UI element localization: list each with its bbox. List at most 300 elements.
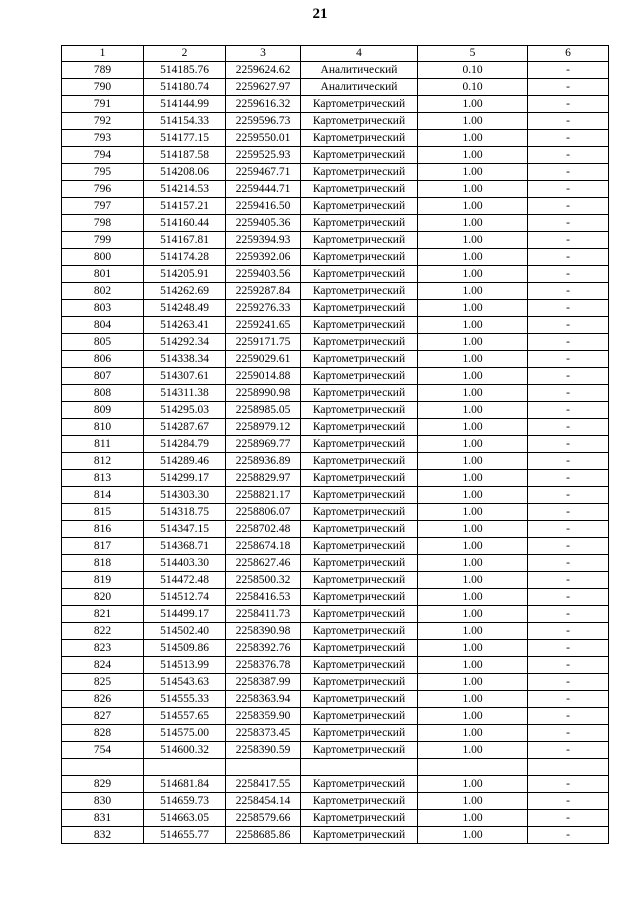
table-cell: - — [528, 776, 609, 793]
header-cell: 3 — [226, 46, 301, 62]
table-cell: 1.00 — [418, 368, 528, 385]
table-cell: 2259171.75 — [226, 334, 301, 351]
table-cell: 514214.53 — [144, 181, 226, 198]
table-cell: Картометрический — [301, 606, 418, 623]
table-cell: 817 — [62, 538, 144, 555]
table-cell: 2259550.01 — [226, 130, 301, 147]
table-row — [62, 504, 609, 521]
header-row — [62, 46, 609, 62]
table-cell: - — [528, 657, 609, 674]
table-row — [62, 521, 609, 538]
table-row — [62, 538, 609, 555]
table-cell: 514311.38 — [144, 385, 226, 402]
table-cell: Картометрический — [301, 419, 418, 436]
table-cell: 514180.74 — [144, 79, 226, 96]
table-cell: 1.00 — [418, 198, 528, 215]
table-cell: 2258390.98 — [226, 623, 301, 640]
table-cell: 514347.15 — [144, 521, 226, 538]
table-cell: Картометрический — [301, 436, 418, 453]
table-cell: 514295.03 — [144, 402, 226, 419]
table-row — [62, 606, 609, 623]
table-cell: 1.00 — [418, 317, 528, 334]
table-cell: 2258969.77 — [226, 436, 301, 453]
table-cell: 514289.46 — [144, 453, 226, 470]
table-row — [62, 164, 609, 181]
table-row — [62, 742, 609, 759]
table-cell: - — [528, 266, 609, 283]
table-cell: 2258685.86 — [226, 827, 301, 844]
table-cell: 816 — [62, 521, 144, 538]
table-cell: 811 — [62, 436, 144, 453]
table-cell: - — [528, 368, 609, 385]
table-cell: Картометрический — [301, 470, 418, 487]
table-row — [62, 62, 609, 79]
table-cell: 2258390.59 — [226, 742, 301, 759]
table-cell: 514263.41 — [144, 317, 226, 334]
table-cell: Картометрический — [301, 317, 418, 334]
table-cell: 808 — [62, 385, 144, 402]
table-cell: 1.00 — [418, 640, 528, 657]
table-cell: - — [528, 827, 609, 844]
table-cell: 798 — [62, 215, 144, 232]
table-cell: 1.00 — [418, 657, 528, 674]
table-cell: 514502.40 — [144, 623, 226, 640]
table-cell: 514659.73 — [144, 793, 226, 810]
table-cell: 821 — [62, 606, 144, 623]
table-row — [62, 470, 609, 487]
table-cell: Картометрический — [301, 487, 418, 504]
table-cell: 514472.48 — [144, 572, 226, 589]
table-row — [62, 181, 609, 198]
table-cell: 1.00 — [418, 470, 528, 487]
table-cell: - — [528, 300, 609, 317]
table-cell: Картометрический — [301, 657, 418, 674]
table-cell: 1.00 — [418, 572, 528, 589]
table-cell: 1.00 — [418, 725, 528, 742]
table-cell: 2258359.90 — [226, 708, 301, 725]
table-cell: Картометрический — [301, 572, 418, 589]
table-cell: 514318.75 — [144, 504, 226, 521]
table-cell: - — [528, 317, 609, 334]
table-cell: 1.00 — [418, 436, 528, 453]
table-row — [62, 113, 609, 130]
table-row — [62, 317, 609, 334]
table-cell: 2258387.99 — [226, 674, 301, 691]
table-cell: 2258454.14 — [226, 793, 301, 810]
table-cell: Картометрический — [301, 538, 418, 555]
header-cell: 5 — [418, 46, 528, 62]
table-row — [62, 555, 609, 572]
table-cell: 2258392.76 — [226, 640, 301, 657]
table-cell: Картометрический — [301, 521, 418, 538]
table-cell: 1.00 — [418, 691, 528, 708]
table-cell: 805 — [62, 334, 144, 351]
table-cell: 1.00 — [418, 300, 528, 317]
table-cell: 2258829.97 — [226, 470, 301, 487]
table-cell: 2258416.53 — [226, 589, 301, 606]
table-cell: - — [528, 453, 609, 470]
table-cell: 809 — [62, 402, 144, 419]
table-cell: 2259467.71 — [226, 164, 301, 181]
table-cell: 1.00 — [418, 215, 528, 232]
table-cell: 514557.65 — [144, 708, 226, 725]
table-cell — [301, 759, 418, 776]
table-cell: - — [528, 606, 609, 623]
table-cell: Картометрический — [301, 113, 418, 130]
table-row — [62, 385, 609, 402]
table-cell: 823 — [62, 640, 144, 657]
table-cell: - — [528, 674, 609, 691]
table-cell: 789 — [62, 62, 144, 79]
table-row — [62, 130, 609, 147]
header-cell: 1 — [62, 46, 144, 62]
table-row — [62, 283, 609, 300]
table-cell: 1.00 — [418, 793, 528, 810]
table-cell — [418, 759, 528, 776]
table-row — [62, 266, 609, 283]
table-cell: 2258373.45 — [226, 725, 301, 742]
table-cell: 830 — [62, 793, 144, 810]
table-cell: 818 — [62, 555, 144, 572]
table-row — [62, 827, 609, 844]
table-cell: 826 — [62, 691, 144, 708]
table-cell: Картометрический — [301, 742, 418, 759]
table-cell: Картометрический — [301, 334, 418, 351]
header-cell: 2 — [144, 46, 226, 62]
table-cell — [62, 759, 144, 776]
table-cell: Картометрический — [301, 504, 418, 521]
table-row — [62, 759, 609, 776]
table-cell: Картометрический — [301, 725, 418, 742]
table-row — [62, 249, 609, 266]
table-cell: 1.00 — [418, 164, 528, 181]
table-row — [62, 589, 609, 606]
table-cell: 514338.34 — [144, 351, 226, 368]
table-cell: 0.10 — [418, 79, 528, 96]
table-cell: 797 — [62, 198, 144, 215]
table-cell: 822 — [62, 623, 144, 640]
table-cell: 1.00 — [418, 776, 528, 793]
table-row — [62, 810, 609, 827]
table-cell: 2258363.94 — [226, 691, 301, 708]
table-cell: - — [528, 725, 609, 742]
table-cell: 1.00 — [418, 623, 528, 640]
table-cell: 514187.58 — [144, 147, 226, 164]
table-cell: - — [528, 181, 609, 198]
table-row — [62, 198, 609, 215]
table-cell: 2259627.97 — [226, 79, 301, 96]
coordinates-table — [61, 45, 609, 844]
table-cell: 2259014.88 — [226, 368, 301, 385]
table-cell: 514600.32 — [144, 742, 226, 759]
table-cell: - — [528, 555, 609, 572]
table-cell: 1.00 — [418, 538, 528, 555]
table-cell: 1.00 — [418, 521, 528, 538]
table-cell: 1.00 — [418, 96, 528, 113]
table-cell: 806 — [62, 351, 144, 368]
header-cell: 6 — [528, 46, 609, 62]
table-cell: Картометрический — [301, 283, 418, 300]
table-row — [62, 487, 609, 504]
table-cell: 514292.34 — [144, 334, 226, 351]
table-row — [62, 419, 609, 436]
table-row — [62, 300, 609, 317]
table-cell: - — [528, 708, 609, 725]
table-cell: Картометрический — [301, 776, 418, 793]
table-cell: - — [528, 793, 609, 810]
table-cell: Картометрический — [301, 827, 418, 844]
table-row — [62, 334, 609, 351]
table-row — [62, 402, 609, 419]
table-cell: 792 — [62, 113, 144, 130]
table-cell: 1.00 — [418, 181, 528, 198]
table-cell: Картометрический — [301, 215, 418, 232]
table-cell — [226, 759, 301, 776]
table-cell: 2258990.98 — [226, 385, 301, 402]
table-cell: 799 — [62, 232, 144, 249]
table-cell: 514154.33 — [144, 113, 226, 130]
table-cell: - — [528, 538, 609, 555]
table-cell: 514368.71 — [144, 538, 226, 555]
table-cell: 2259029.61 — [226, 351, 301, 368]
table-cell: 803 — [62, 300, 144, 317]
table-cell: 1.00 — [418, 453, 528, 470]
table-cell: 791 — [62, 96, 144, 113]
table-cell: 2259241.65 — [226, 317, 301, 334]
table-cell: - — [528, 113, 609, 130]
table-cell: 824 — [62, 657, 144, 674]
table-cell: 514512.74 — [144, 589, 226, 606]
table-cell: 1.00 — [418, 232, 528, 249]
table-row — [62, 708, 609, 725]
table-row — [62, 725, 609, 742]
table-cell: 829 — [62, 776, 144, 793]
table-cell: Аналитический — [301, 79, 418, 96]
table-cell: 514543.63 — [144, 674, 226, 691]
table-row — [62, 368, 609, 385]
table-cell: 514307.61 — [144, 368, 226, 385]
table-cell: 2259444.71 — [226, 181, 301, 198]
table-cell: Картометрический — [301, 130, 418, 147]
table-cell: Картометрический — [301, 164, 418, 181]
table-cell: - — [528, 79, 609, 96]
table-cell: 1.00 — [418, 249, 528, 266]
table-cell: 2259616.32 — [226, 96, 301, 113]
table-row — [62, 691, 609, 708]
table-cell: 794 — [62, 147, 144, 164]
table-cell: 815 — [62, 504, 144, 521]
table-cell: Картометрический — [301, 266, 418, 283]
table-cell: - — [528, 470, 609, 487]
table-cell: 1.00 — [418, 810, 528, 827]
table-cell: 514157.21 — [144, 198, 226, 215]
table-cell: 802 — [62, 283, 144, 300]
table-cell: 2259624.62 — [226, 62, 301, 79]
table-cell: Картометрический — [301, 810, 418, 827]
table-cell: Картометрический — [301, 708, 418, 725]
table-cell: 814 — [62, 487, 144, 504]
table-cell: 2258806.07 — [226, 504, 301, 521]
table-cell: 1.00 — [418, 283, 528, 300]
table-cell: 827 — [62, 708, 144, 725]
table-cell: Картометрический — [301, 623, 418, 640]
table-cell: 2259416.50 — [226, 198, 301, 215]
table-cell: 514655.77 — [144, 827, 226, 844]
table-cell: - — [528, 521, 609, 538]
table-cell: 514262.69 — [144, 283, 226, 300]
table-cell: 514185.76 — [144, 62, 226, 79]
table-cell: Картометрический — [301, 232, 418, 249]
table-row — [62, 79, 609, 96]
table-cell: 2259287.84 — [226, 283, 301, 300]
table-row — [62, 674, 609, 691]
table-cell: 514205.91 — [144, 266, 226, 283]
table-cell: 514303.30 — [144, 487, 226, 504]
table-cell: Картометрический — [301, 385, 418, 402]
table-cell: 813 — [62, 470, 144, 487]
table-cell: 754 — [62, 742, 144, 759]
table-body — [62, 62, 609, 844]
table-cell: 514177.15 — [144, 130, 226, 147]
table-cell: Картометрический — [301, 181, 418, 198]
table-cell: 810 — [62, 419, 144, 436]
table-cell: 1.00 — [418, 606, 528, 623]
table-cell: 1.00 — [418, 487, 528, 504]
table-cell: 514403.30 — [144, 555, 226, 572]
table-cell: 831 — [62, 810, 144, 827]
table-cell: 2258674.18 — [226, 538, 301, 555]
table-cell: 514284.79 — [144, 436, 226, 453]
table-cell: - — [528, 215, 609, 232]
table-cell: 2258985.05 — [226, 402, 301, 419]
table-cell: Картометрический — [301, 691, 418, 708]
table-cell: 1.00 — [418, 334, 528, 351]
table-cell: - — [528, 164, 609, 181]
table-cell: - — [528, 334, 609, 351]
table-cell: 514208.06 — [144, 164, 226, 181]
table-cell: - — [528, 198, 609, 215]
table-cell: 2258627.46 — [226, 555, 301, 572]
table-cell: 804 — [62, 317, 144, 334]
table-cell: - — [528, 742, 609, 759]
table-cell: 2258821.17 — [226, 487, 301, 504]
table-cell: 795 — [62, 164, 144, 181]
table-row — [62, 436, 609, 453]
table-cell: 2259596.73 — [226, 113, 301, 130]
table-row — [62, 572, 609, 589]
table-cell: - — [528, 402, 609, 419]
table-cell: 1.00 — [418, 742, 528, 759]
table-cell: 2259392.06 — [226, 249, 301, 266]
table-cell: 2259403.56 — [226, 266, 301, 283]
table-cell: Картометрический — [301, 249, 418, 266]
table-cell: 1.00 — [418, 402, 528, 419]
table-cell: - — [528, 62, 609, 79]
table-cell: - — [528, 147, 609, 164]
table-cell: - — [528, 96, 609, 113]
table-cell: 2258411.73 — [226, 606, 301, 623]
header-cell: 4 — [301, 46, 418, 62]
table-cell: Картометрический — [301, 640, 418, 657]
table-cell: 514513.99 — [144, 657, 226, 674]
table-row — [62, 793, 609, 810]
table-cell: - — [528, 810, 609, 827]
table-cell: - — [528, 249, 609, 266]
table-cell: 514681.84 — [144, 776, 226, 793]
table-cell: 812 — [62, 453, 144, 470]
table-cell: Картометрический — [301, 555, 418, 572]
table-cell: 2258417.55 — [226, 776, 301, 793]
table-cell: 514144.99 — [144, 96, 226, 113]
table-cell: 2259525.93 — [226, 147, 301, 164]
table-cell: 2258936.89 — [226, 453, 301, 470]
table-cell: 828 — [62, 725, 144, 742]
table-cell: 1.00 — [418, 351, 528, 368]
table-cell: 832 — [62, 827, 144, 844]
table-cell: 2259276.33 — [226, 300, 301, 317]
table-cell: 0.10 — [418, 62, 528, 79]
table-cell: 2258579.66 — [226, 810, 301, 827]
table-cell: 514555.33 — [144, 691, 226, 708]
table-cell: - — [528, 419, 609, 436]
table-cell: 2258979.12 — [226, 419, 301, 436]
table-cell: - — [528, 487, 609, 504]
table-cell: Картометрический — [301, 147, 418, 164]
table-cell: 1.00 — [418, 827, 528, 844]
table-cell: Картометрический — [301, 589, 418, 606]
table-cell: 1.00 — [418, 266, 528, 283]
table-cell: Картометрический — [301, 402, 418, 419]
table-cell: 514287.67 — [144, 419, 226, 436]
table-row — [62, 351, 609, 368]
table-cell: 825 — [62, 674, 144, 691]
table-cell: - — [528, 691, 609, 708]
table-cell: 1.00 — [418, 555, 528, 572]
table-cell — [144, 759, 226, 776]
table-cell — [528, 759, 609, 776]
table-cell: Аналитический — [301, 62, 418, 79]
table-row — [62, 232, 609, 249]
table-cell: Картометрический — [301, 198, 418, 215]
table-cell: 514575.00 — [144, 725, 226, 742]
table-row — [62, 640, 609, 657]
table-cell: Картометрический — [301, 674, 418, 691]
table-cell: Картометрический — [301, 300, 418, 317]
table-cell: 1.00 — [418, 504, 528, 521]
table-cell: 819 — [62, 572, 144, 589]
table-cell: 2258376.78 — [226, 657, 301, 674]
table-row — [62, 453, 609, 470]
table-cell: - — [528, 130, 609, 147]
table-cell: - — [528, 640, 609, 657]
table-cell: 1.00 — [418, 113, 528, 130]
table-row — [62, 215, 609, 232]
table-cell: 1.00 — [418, 385, 528, 402]
table-cell: 514167.81 — [144, 232, 226, 249]
table-cell: 514509.86 — [144, 640, 226, 657]
table-row — [62, 657, 609, 674]
table-cell: 800 — [62, 249, 144, 266]
table-row — [62, 96, 609, 113]
table-cell: Картометрический — [301, 96, 418, 113]
table-row — [62, 623, 609, 640]
table-cell: 514160.44 — [144, 215, 226, 232]
table-cell: 796 — [62, 181, 144, 198]
table-cell: - — [528, 283, 609, 300]
table-cell: Картометрический — [301, 368, 418, 385]
table-cell: - — [528, 623, 609, 640]
table-cell: 514174.28 — [144, 249, 226, 266]
